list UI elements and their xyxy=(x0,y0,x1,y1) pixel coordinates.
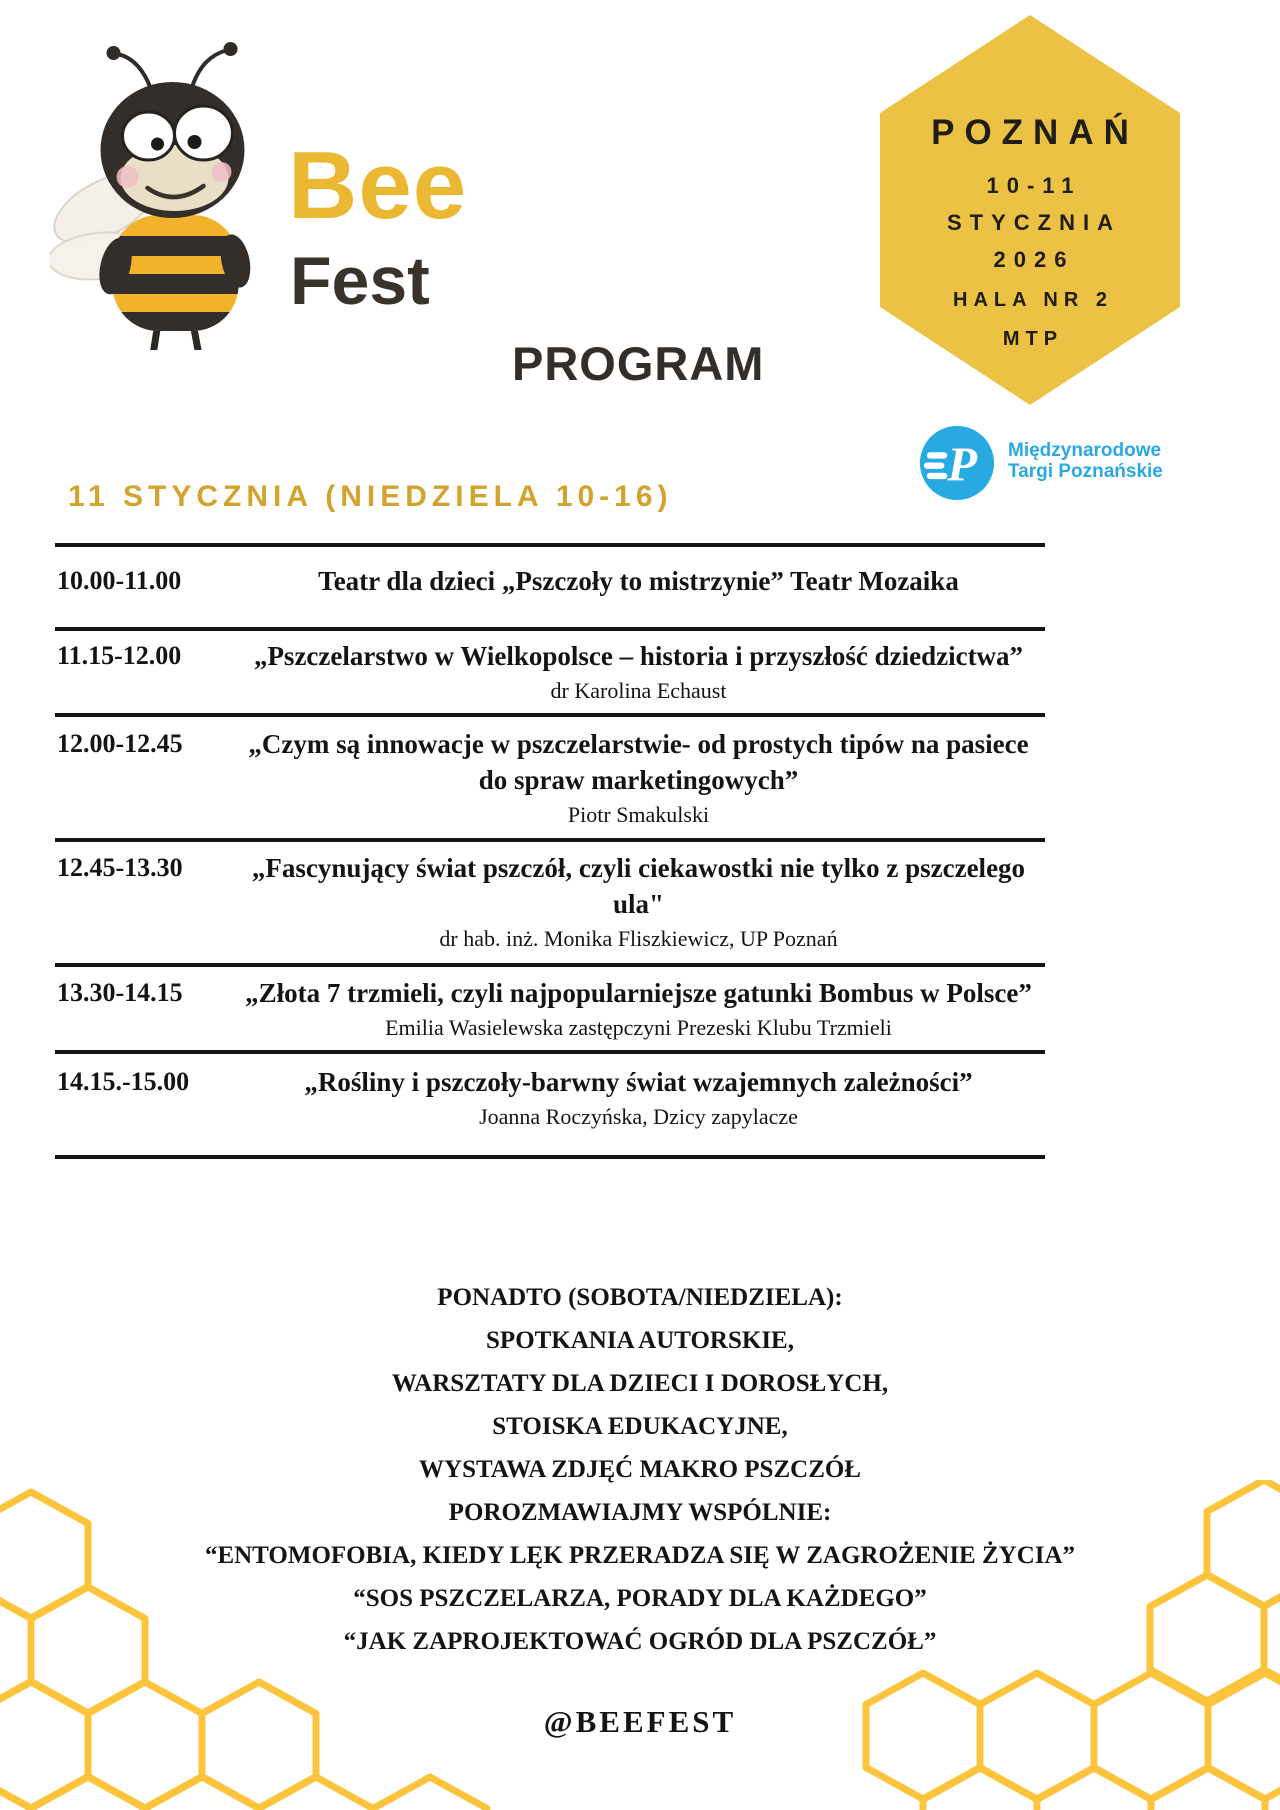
schedule-row xyxy=(55,842,1045,963)
bee-mascot-illustration xyxy=(50,30,300,350)
schedule-row xyxy=(55,717,1045,838)
schedule-row xyxy=(55,1054,1045,1155)
event-badge-hexagon xyxy=(880,15,1180,405)
event-title: „Pszczelarstwo w Wielkopolsce – historia i przyszłość dziedzictwa” xyxy=(253,641,1024,671)
extras-line: “SOS PSZCZELARZA, PORADY DLA KAŻDEGO” xyxy=(353,1585,927,1612)
event-time: 13.30-14.15 xyxy=(57,978,183,1007)
svg-text:P: P xyxy=(947,437,978,492)
mtp-logo-icon xyxy=(918,424,996,502)
badge-hall: HALA NR 2 xyxy=(953,289,1113,311)
event-time: 12.45-13.30 xyxy=(57,853,183,882)
day-heading: 11 STYCZNIA (NIEDZIELA 10-16) xyxy=(68,480,673,513)
brand-word-fest: Fest xyxy=(290,243,430,319)
brand-word-bee: Bee xyxy=(288,132,468,239)
extras-line: “JAK ZAPROJEKTOWAĆ OGRÓD DLA PSZCZÓŁ” xyxy=(343,1628,937,1655)
bee-head-icon xyxy=(101,82,245,218)
event-title: „Fascynujący świat pszczół, czyli ciekawostki nie tylko z pszczelego ula" xyxy=(251,853,1026,919)
event-speaker: dr Karolina Echaust xyxy=(550,678,727,703)
badge-city: POZNAŃ xyxy=(931,113,1139,152)
event-speaker: Joanna Roczyńska, Dzicy zapylacze xyxy=(479,1104,798,1129)
program-heading: PROGRAM xyxy=(512,337,765,390)
extras-line: SPOTKANIA AUTORSKIE, xyxy=(486,1327,794,1354)
social-handle: @BEEFEST xyxy=(543,1704,737,1739)
event-speaker: Piotr Smakulski xyxy=(567,802,710,827)
event-title: „Złota 7 trzmieli, czyli najpopularniejsze gatunki Bombus w Polsce” xyxy=(245,978,1032,1008)
event-title: „Czym są innowacje w pszczelarstwie- od prostych tipów na pasiece do spraw marketingowych” xyxy=(248,729,1029,795)
extras-line: POROZMAWIAJMY WSPÓLNIE: xyxy=(448,1499,832,1526)
event-title: „Rośliny i pszczoły-barwny świat wzajemnych zależności” xyxy=(304,1067,973,1097)
extras-line: STOISKA EDUKACYJNE, xyxy=(492,1413,788,1440)
mtp-logo xyxy=(918,424,1163,502)
mtp-logo-line2: Targi Poznańskie xyxy=(1008,461,1163,482)
badge-month: STYCZNIA xyxy=(947,210,1121,235)
schedule-row xyxy=(55,631,1045,713)
mtp-logo-line1: Międzynarodowe xyxy=(1008,440,1162,461)
divider xyxy=(55,1155,1045,1159)
badge-year: 2026 xyxy=(993,247,1075,272)
event-time: 14.15.-15.00 xyxy=(57,1067,190,1096)
extras-line: WARSZTATY DLA DZIECI I DOROSŁYCH, xyxy=(391,1370,889,1397)
extras-list xyxy=(0,1276,1280,1663)
schedule-row xyxy=(55,547,1045,627)
schedule-table xyxy=(55,543,1045,1159)
schedule-row xyxy=(55,967,1045,1050)
extras-line: “ENTOMOFOBIA, KIEDY LĘK PRZERADZA SIĘ W ZAGROŻENIE ŻYCIA” xyxy=(204,1542,1076,1569)
event-speaker: dr hab. inż. Monika Fliszkiewicz, UP Poznań xyxy=(439,926,838,951)
extras-line: WYSTAWA ZDJĘĆ MAKRO PSZCZÓŁ xyxy=(419,1456,861,1483)
event-time: 12.00-12.45 xyxy=(57,729,183,758)
event-time: 10.00-11.00 xyxy=(57,566,182,595)
event-title: Teatr dla dzieci „Pszczoły to mistrzynie” Teatr Mozaika xyxy=(318,566,959,596)
extras-line: PONADTO (SOBOTA/NIEDZIELA): xyxy=(437,1284,843,1311)
badge-dates: 10-11 xyxy=(986,173,1082,198)
badge-venue: MTP xyxy=(1002,328,1064,350)
event-time: 11.15-12.00 xyxy=(57,641,182,670)
event-speaker: Emilia Wasielewska zastępczyni Prezeski Klubu Trzmieli xyxy=(385,1015,892,1040)
